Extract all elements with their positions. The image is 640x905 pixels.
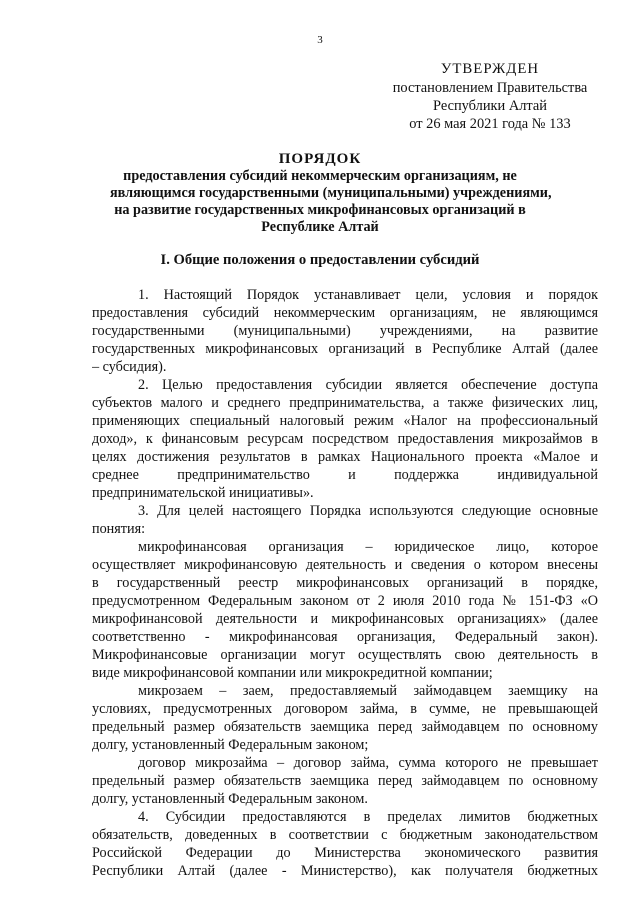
paragraph-line: – субсидия). [92,359,167,375]
paragraph-line: обязательств, доведенных в соответствии с бюджетным законодательством [92,827,598,843]
paragraph-line: договор микрозайма – договор займа, сумма которого не превышает [138,755,598,771]
paragraph-line: Российской Федерации до Министерства экономического развития [92,845,598,861]
document-subtitle [110,168,552,236]
approval-title: УТВЕРЖДЕН [440,61,540,77]
paragraph-line: предусмотренном Федеральным законом от 2 июля 2010 года № 151-ФЗ «О [92,593,598,609]
subtitle-line: предоставления субсидий некоммерческим организациям, не [123,168,517,184]
subtitle-line: на развитие государственных микрофинансовых организаций в [114,202,526,218]
paragraph-line: долгу, установленный Федеральным законом; [92,737,369,753]
body-text [92,286,598,880]
subtitle-line: Республике Алтай [261,219,379,235]
paragraph-line: в государственный реестр микрофинансовых организаций в порядке, [92,575,598,591]
approval-line: от 26 мая 2021 года № 133 [409,116,571,132]
paragraph-line: государственных микрофинансовых организаций в Республике Алтай (далее [92,341,598,357]
paragraph-line: применяющих специальный налоговый режим «Налог на профессиональный [92,413,598,429]
approval-stamp [370,60,610,133]
paragraph-line: условиях, предусмотренных договором займа, в сумме, не превышающей [92,701,598,717]
paragraph-line: предпринимательской инициативы». [92,485,314,501]
paragraph-line: соответственно - микрофинансовая организация, Федеральный закон). [92,629,598,645]
paragraph-line: предельный размер обязательств заемщика перед займодавцем по основному [92,719,598,735]
paragraph-line: среднее предпринимательство и поддержка индивидуальной [92,467,598,483]
paragraph-line: субъектов малого и среднего предпринимательства, а также физических лиц, [92,395,598,411]
paragraph-line: государственными (муниципальными) учреждениями, на развитие [92,323,598,339]
paragraph-line: понятия: [92,521,146,537]
paragraph-line: 4. Субсидии предоставляются в пределах лимитов бюджетных [138,809,598,825]
paragraph-line: долгу, установленный Федеральным законом. [92,791,368,807]
paragraph-line: 2. Целью предоставления субсидии является обеспечение доступа [138,377,598,393]
paragraph-line: виде микрофинансовой компании или микрокредитной компании; [92,665,493,681]
paragraph-line: осуществляет микрофинансовую деятельность и сведения о котором внесены [92,557,598,573]
subtitle-line: являющимся государственными (муниципальными) учреждениями, [110,185,552,201]
document-title: ПОРЯДОК [278,151,362,167]
section-heading: I. Общие положения о предоставлении субсидий [160,252,480,268]
paragraph-line: 3. Для целей настоящего Порядка используются следующие основные [138,503,598,519]
paragraph-line: доход», к финансовым ресурсам посредством предоставления микрозаймов в [92,431,598,447]
paragraph-line: Республики Алтай (далее - Министерство), как получателя бюджетных [92,863,598,879]
approval-line: постановлением Правительства [392,80,588,96]
paragraph-line: 1. Настоящий Порядок устанавливает цели, условия и порядок [138,287,598,303]
page-number: 3 [317,34,323,46]
paragraph-line: микрозаем – заем, предоставляемый займодавцем заемщику на [138,683,598,699]
paragraph-line: микрофинансовая организация – юридическое лицо, которое [138,539,598,555]
paragraph-line: микрофинансовой деятельности и микрофинансовых организациях» (далее [92,611,598,627]
paragraph-line: предоставления субсидий некоммерческим организациям, не являющимся [92,305,598,321]
paragraph-line: предельный размер обязательств заемщика перед займодавцем по основному [92,773,598,789]
paragraph-line: целях достижения результатов в рамках Национального проекта «Малое и [92,449,598,465]
paragraph-line: Микрофинансовые организации могут осуществлять свою деятельность в [92,647,598,663]
approval-line: Республики Алтай [433,98,547,114]
